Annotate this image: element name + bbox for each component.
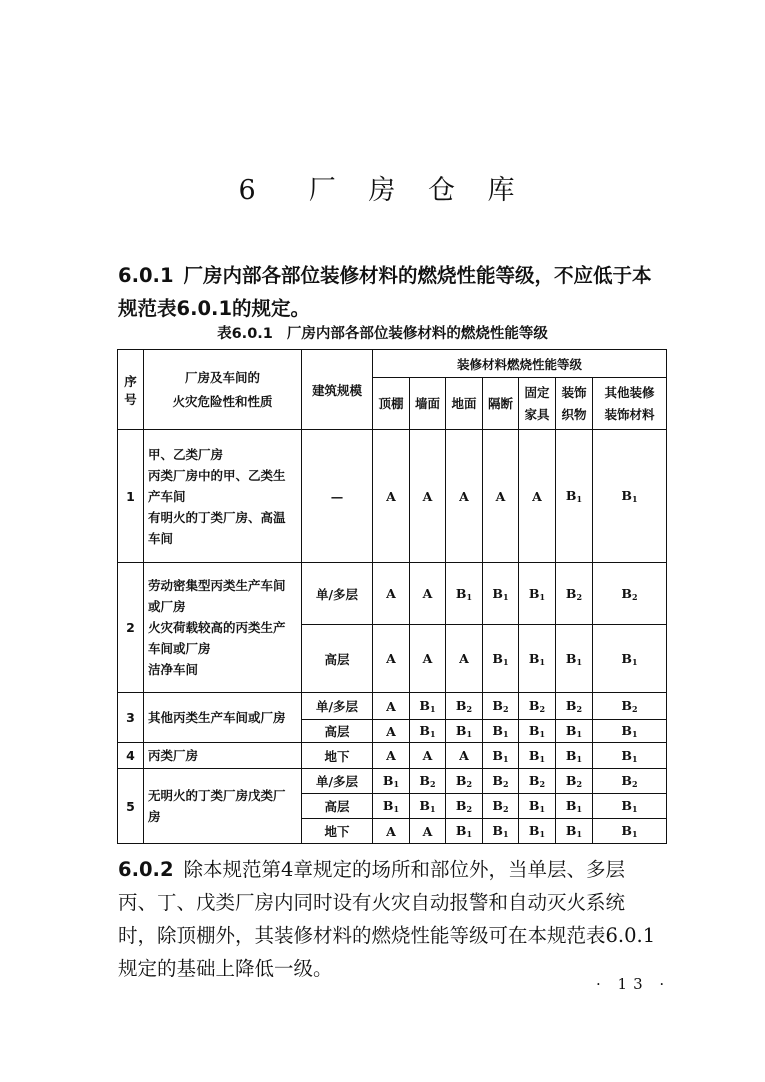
row-hazard: 无明火的丁类厂房戊类厂房 xyxy=(144,769,302,844)
clause-number: 6.0.1 xyxy=(118,264,174,287)
header-scale: 建筑规模 xyxy=(302,350,373,430)
grade-cell: A xyxy=(373,430,410,563)
grade-cell: $B_1$ xyxy=(519,743,556,769)
grade-cell: $B_2$ xyxy=(519,693,556,720)
grade-cell: $B_1$ xyxy=(483,819,519,844)
grade-cell: $B_1$ xyxy=(446,819,483,844)
row-scale: 单/多层 xyxy=(302,693,373,720)
grade-cell: $B_1$ xyxy=(483,720,519,743)
grade-cell: $B_2$ xyxy=(556,693,593,720)
grade-cell: A xyxy=(410,563,446,625)
grade-cell: $B_1$ xyxy=(593,794,667,819)
combustion-grade-table xyxy=(117,349,667,844)
grade-cell: $B_1$ xyxy=(483,563,519,625)
grade-cell: A xyxy=(373,563,410,625)
row-hazard: 丙类厂房 xyxy=(144,743,302,769)
row-scale: 地下 xyxy=(302,819,373,844)
grade-cell: $B_1$ xyxy=(483,625,519,693)
row-seq: 2 xyxy=(118,563,144,693)
grade-cell: A xyxy=(446,430,483,563)
grade-cell: $B_1$ xyxy=(446,720,483,743)
row-seq: 5 xyxy=(118,769,144,844)
grade-cell: A xyxy=(373,743,410,769)
table-row xyxy=(118,563,667,625)
grade-cell: A xyxy=(519,430,556,563)
grade-cell: A xyxy=(373,819,410,844)
grade-cell: $B_2$ xyxy=(519,769,556,794)
row-scale: 高层 xyxy=(302,720,373,743)
header-seq: 序 号 xyxy=(118,350,144,430)
grade-cell: $B_1$ xyxy=(446,563,483,625)
grade-cell: A xyxy=(410,819,446,844)
table-row xyxy=(118,693,667,720)
grade-cell: $B_2$ xyxy=(446,769,483,794)
table-row xyxy=(118,743,667,769)
grade-cell: $B_1$ xyxy=(519,819,556,844)
header-hazard: 厂房及车间的 火灾危险性和性质 xyxy=(144,350,302,430)
chapter-name: 厂 房 仓 库 xyxy=(308,175,527,206)
grade-cell: A xyxy=(483,430,519,563)
grade-cell: $B_2$ xyxy=(593,693,667,720)
grade-cell: $B_2$ xyxy=(593,563,667,625)
header-col-0: 顶棚 xyxy=(373,378,410,430)
grade-cell: $B_1$ xyxy=(593,720,667,743)
grade-cell: $B_2$ xyxy=(483,769,519,794)
header-col-5: 装饰 织物 xyxy=(556,378,593,430)
header-col-4: 固定 家具 xyxy=(519,378,556,430)
chapter-title xyxy=(0,168,765,207)
grade-cell: $B_1$ xyxy=(593,430,667,563)
grade-cell: $B_2$ xyxy=(483,693,519,720)
grade-cell: $B_1$ xyxy=(556,720,593,743)
header-col-3: 隔断 xyxy=(483,378,519,430)
grade-cell: $B_1$ xyxy=(556,743,593,769)
row-seq: 3 xyxy=(118,693,144,743)
grade-cell: $B_1$ xyxy=(410,720,446,743)
table-row xyxy=(118,430,667,563)
grade-cell: $B_1$ xyxy=(373,794,410,819)
table-caption-text: 厂房内部各部位装修材料的燃烧性能等级 xyxy=(286,326,548,342)
grade-cell: $B_1$ xyxy=(483,743,519,769)
clause-text: 除本规范第4章规定的场所和部位外，当单层、多层丙、丁、戊类厂房内同时设有火灾自动报警和自动灭火系统时，除顶棚外，其装修材料的燃烧性能等级可在本规范表6.0.1规定的基础上降低一级。 xyxy=(118,858,656,980)
grade-cell: A xyxy=(446,743,483,769)
row-hazard: 其他丙类生产车间或厂房 xyxy=(144,693,302,743)
table-caption-label: 表6.0.1 xyxy=(217,326,273,342)
grade-cell: $B_2$ xyxy=(556,769,593,794)
clause-number: 6.0.2 xyxy=(118,858,174,881)
grade-cell: $B_2$ xyxy=(446,693,483,720)
grade-cell: $B_2$ xyxy=(483,794,519,819)
grade-cell: A xyxy=(410,743,446,769)
grade-cell: A xyxy=(410,625,446,693)
row-hazard: 劳动密集型丙类生产车间或厂房 火灾荷载较高的丙类生产车间或厂房 洁净车间 xyxy=(144,563,302,693)
clause-6-0-1 xyxy=(118,259,658,325)
row-scale: 高层 xyxy=(302,794,373,819)
row-hazard: 甲、乙类厂房 丙类厂房中的甲、乙类生产车间 有明火的丁类厂房、高温车间 xyxy=(144,430,302,563)
header-grade-group: 装修材料燃烧性能等级 xyxy=(373,350,667,378)
chapter-number: 6 xyxy=(238,175,268,206)
grade-cell: $B_1$ xyxy=(556,430,593,563)
grade-cell: $B_1$ xyxy=(593,743,667,769)
grade-cell: $B_1$ xyxy=(556,794,593,819)
grade-cell: $B_1$ xyxy=(593,819,667,844)
grade-cell: A xyxy=(410,430,446,563)
grade-cell: $B_1$ xyxy=(410,794,446,819)
table-row xyxy=(118,769,667,794)
grade-cell: $B_2$ xyxy=(410,769,446,794)
grade-cell: $B_2$ xyxy=(593,769,667,794)
table-caption xyxy=(0,322,765,343)
grade-cell: $B_1$ xyxy=(373,769,410,794)
grade-cell: $B_1$ xyxy=(519,563,556,625)
grade-cell: $B_2$ xyxy=(446,794,483,819)
header-col-2: 地面 xyxy=(446,378,483,430)
grade-cell: $B_2$ xyxy=(556,563,593,625)
grade-cell: $B_1$ xyxy=(556,819,593,844)
grade-cell: $B_1$ xyxy=(410,693,446,720)
page-number: · 13 · xyxy=(596,975,671,993)
row-scale: 单/多层 xyxy=(302,769,373,794)
grade-cell: $B_1$ xyxy=(519,720,556,743)
grade-cell: A xyxy=(373,625,410,693)
grade-cell: A xyxy=(373,720,410,743)
grade-cell: $B_1$ xyxy=(519,625,556,693)
row-scale: — xyxy=(302,430,373,563)
header-col-6: 其他装修 装饰材料 xyxy=(593,378,667,430)
row-scale: 地下 xyxy=(302,743,373,769)
grade-cell: A xyxy=(373,693,410,720)
row-scale: 单/多层 xyxy=(302,563,373,625)
row-scale: 高层 xyxy=(302,625,373,693)
header-col-1: 墙面 xyxy=(410,378,446,430)
row-seq: 4 xyxy=(118,743,144,769)
grade-cell: $B_1$ xyxy=(593,625,667,693)
clause-6-0-2 xyxy=(118,853,658,985)
grade-cell: $B_1$ xyxy=(519,794,556,819)
grade-cell: $B_1$ xyxy=(556,625,593,693)
row-seq: 1 xyxy=(118,430,144,563)
grade-cell: A xyxy=(446,625,483,693)
clause-text: 厂房内部各部位装修材料的燃烧性能等级，不应低于本规范表6.0.1的规定。 xyxy=(118,264,652,320)
